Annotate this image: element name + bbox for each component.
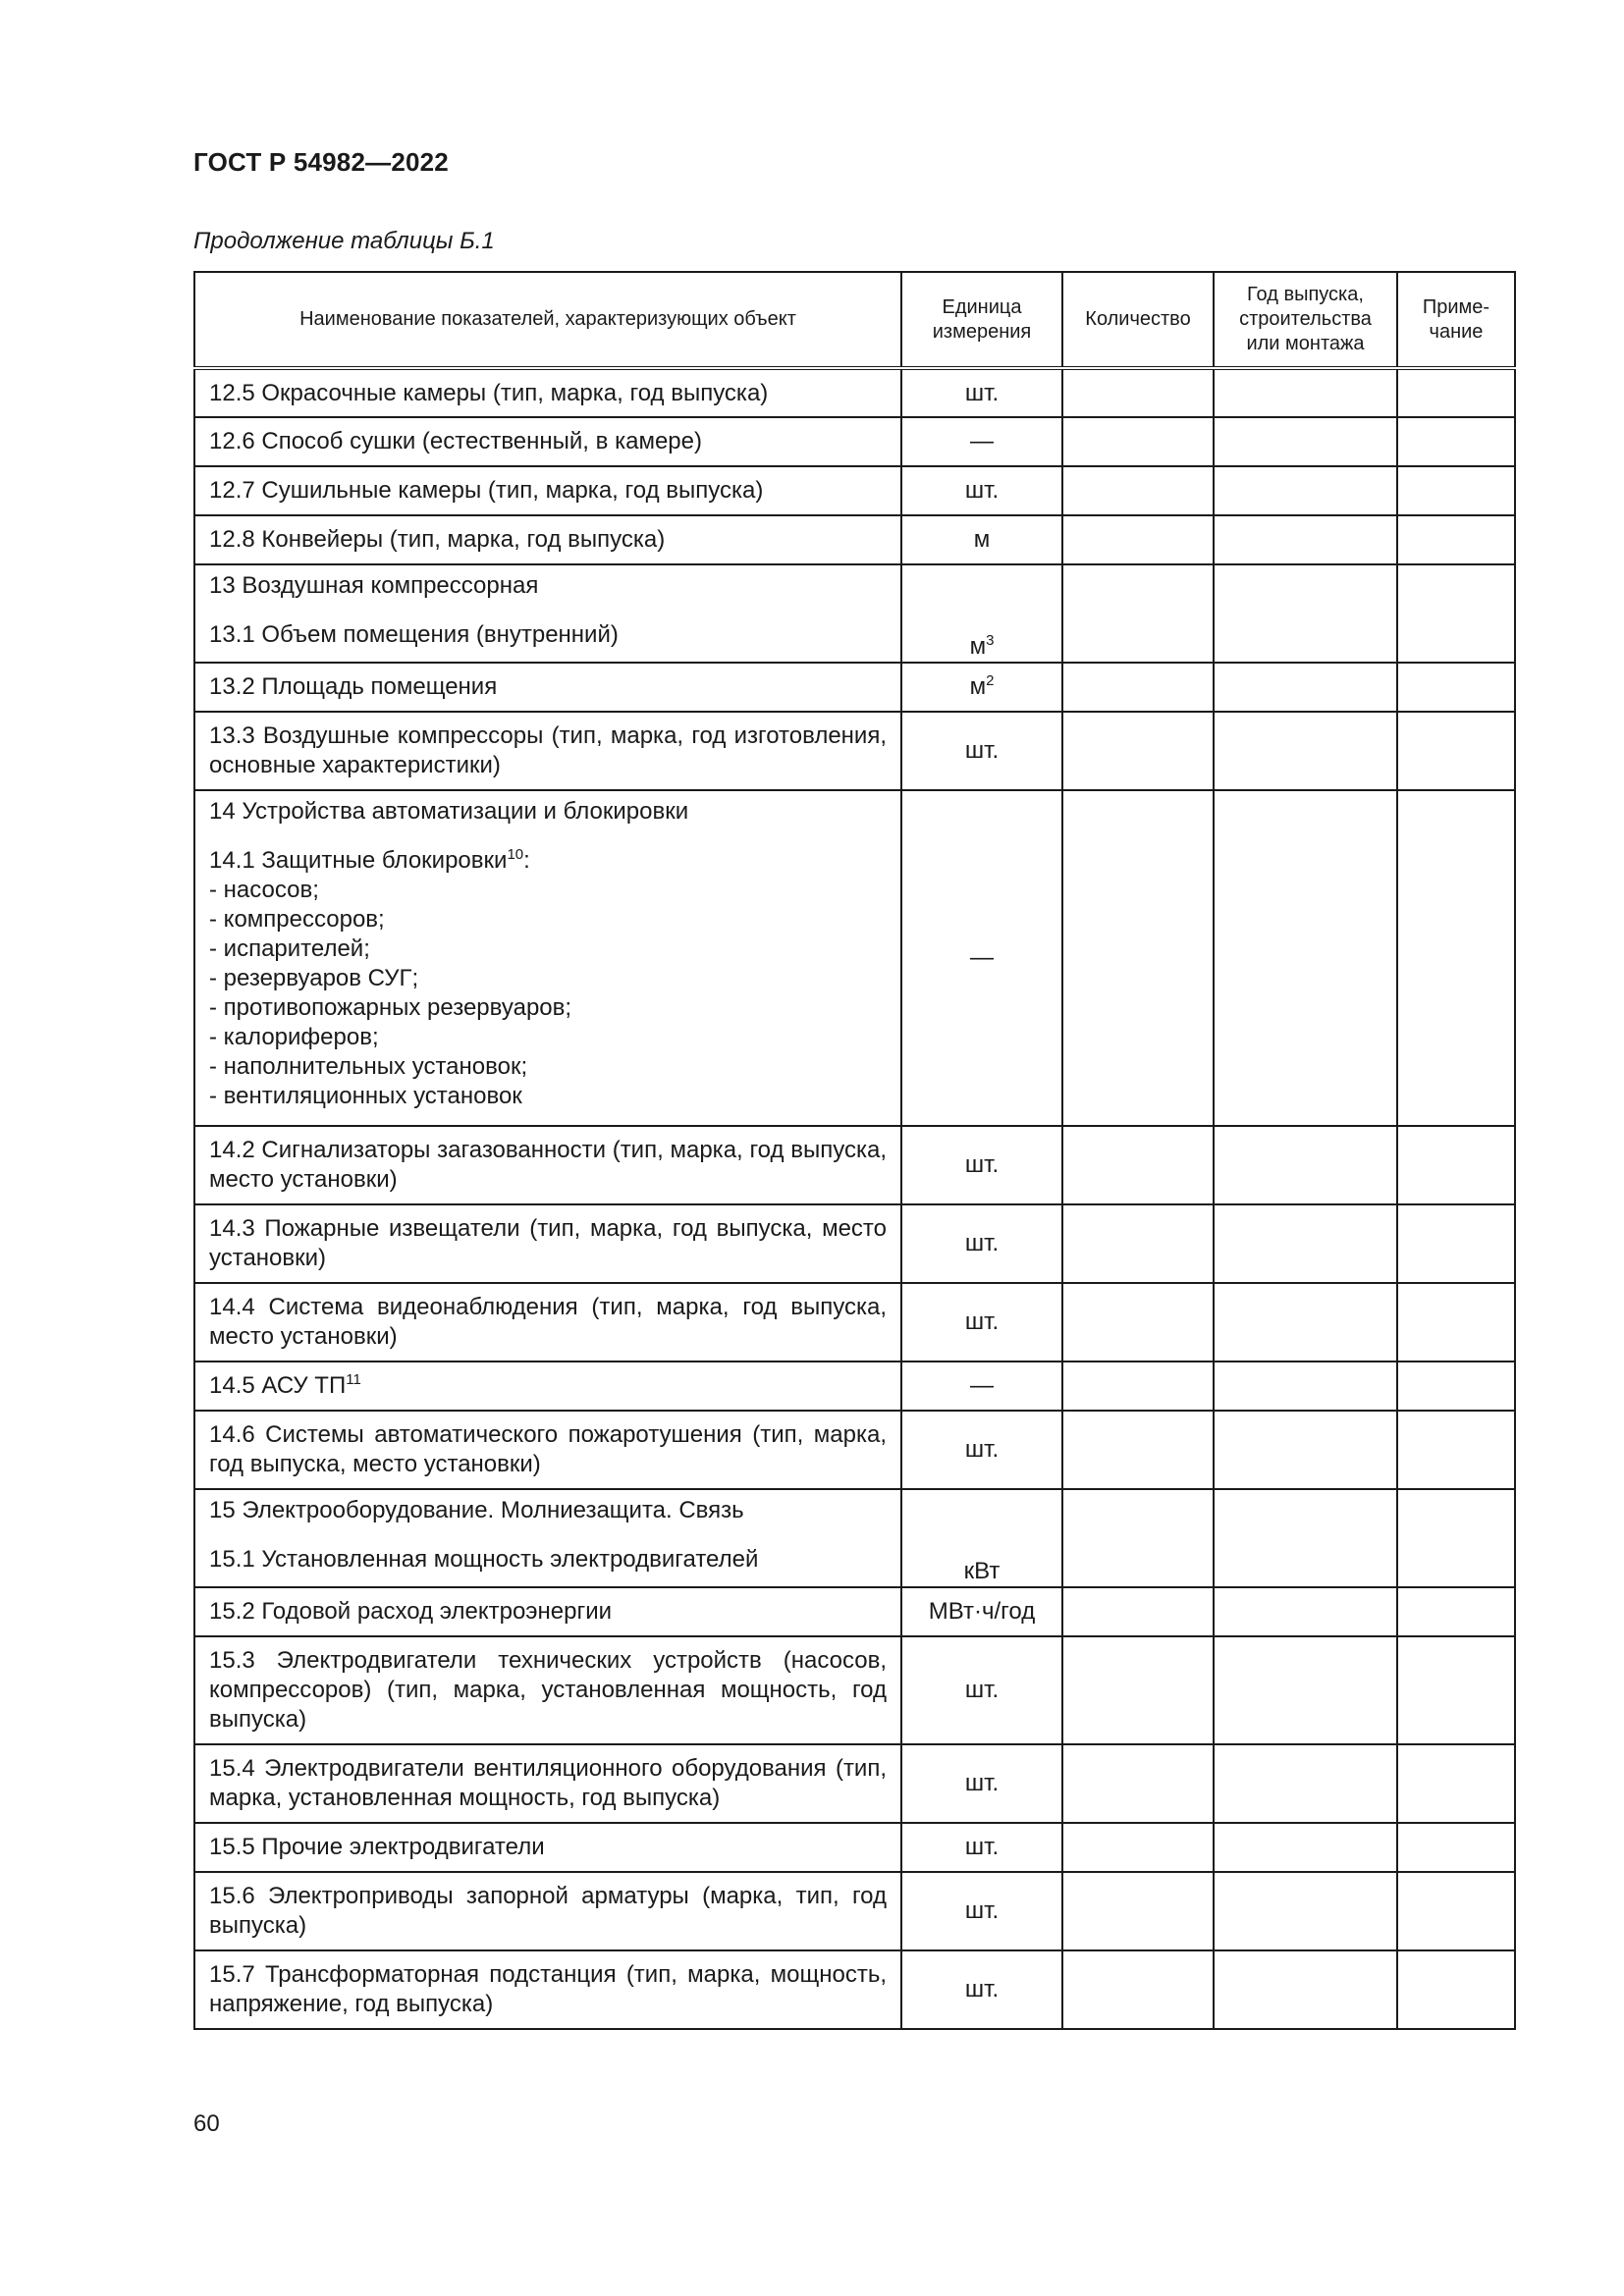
row-note-cell <box>1397 1362 1515 1411</box>
row-note-cell <box>1397 1411 1515 1489</box>
section-heading: 15 Электрооборудование. Молниезащита. Связь <box>209 1497 744 1523</box>
row-quantity-cell <box>1062 1587 1214 1636</box>
col-header-unit-line1: Единица <box>942 295 1022 318</box>
row-note-cell <box>1397 368 1515 417</box>
row-year-cell <box>1214 1872 1397 1950</box>
row-unit: кВт <box>901 1489 1062 1587</box>
page-number: 60 <box>193 2110 220 2137</box>
row-year-cell <box>1214 712 1397 790</box>
row-quantity-cell <box>1062 1872 1214 1950</box>
table-row <box>194 515 1515 564</box>
col-header-note <box>1397 272 1515 368</box>
row-note-cell <box>1397 1950 1515 2029</box>
row-year-cell <box>1214 466 1397 515</box>
table-row <box>194 1204 1515 1283</box>
row-quantity-cell <box>1062 1744 1214 1823</box>
row-name: 15.5 Прочие электродвигатели <box>194 1823 901 1872</box>
row-quantity-cell <box>1062 1283 1214 1362</box>
table-row <box>194 1126 1515 1204</box>
row-unit: шт. <box>901 1636 1062 1744</box>
row-year-cell <box>1214 1489 1397 1587</box>
row-year-cell <box>1214 564 1397 663</box>
row-name: 15.2 Годовой расход электроэнергии <box>194 1587 901 1636</box>
row-name: 15.7 Трансформаторная подстанция (тип, марка, мощность, напряжение, год выпуска) <box>194 1950 901 2029</box>
row-unit: шт. <box>901 466 1062 515</box>
col-header-note-line2: чание <box>1429 320 1484 343</box>
footnote-ref: 11 <box>346 1371 361 1388</box>
row-quantity-cell <box>1062 663 1214 712</box>
row-quantity-cell <box>1062 1636 1214 1744</box>
table-row <box>194 564 1515 663</box>
col-header-year <box>1214 272 1397 368</box>
document-code: ГОСТ Р 54982—2022 <box>193 147 449 177</box>
table-row <box>194 1362 1515 1411</box>
unit-text: м <box>969 633 987 660</box>
row-quantity-cell <box>1062 790 1214 1126</box>
row-unit: шт. <box>901 1872 1062 1950</box>
attributes-table <box>193 271 1516 2030</box>
footnote-ref: 10 <box>507 846 524 863</box>
row-note-cell <box>1397 466 1515 515</box>
row-unit: шт. <box>901 1283 1062 1362</box>
row-note-cell <box>1397 1126 1515 1204</box>
row-name <box>194 1489 901 1587</box>
table-row <box>194 1950 1515 2029</box>
table-row <box>194 1823 1515 1872</box>
row-quantity-cell <box>1062 466 1214 515</box>
row-year-cell <box>1214 790 1397 1126</box>
table-row <box>194 1744 1515 1823</box>
list-item: - наполнительных установок; <box>209 1052 887 1082</box>
unit-superscript: 2 <box>986 672 995 689</box>
row-year-cell <box>1214 1950 1397 2029</box>
table-row <box>194 663 1515 712</box>
list-item: - компрессоров; <box>209 905 887 934</box>
row-unit: шт. <box>901 1204 1062 1283</box>
row-unit: — <box>901 1362 1062 1411</box>
table-row <box>194 1587 1515 1636</box>
row-quantity-cell <box>1062 1489 1214 1587</box>
row-name: 15.3 Электродвигатели технических устройств (насосов, компрессоров) (тип, марка, установленная мощность, год выпуска) <box>194 1636 901 1744</box>
row-name: 14.2 Сигнализаторы загазованности (тип, марка, год выпуска, место установки) <box>194 1126 901 1204</box>
col-header-unit <box>901 272 1062 368</box>
name-text: 14.5 АСУ ТП <box>209 1372 347 1399</box>
row-unit: шт. <box>901 1411 1062 1489</box>
col-header-quantity: Количество <box>1062 272 1214 368</box>
col-header-name: Наименование показателей, характеризующих объект <box>194 272 901 368</box>
row-name: 15.4 Электродвигатели вентиляционного оборудования (тип, марка, установленная мощность, год выпуска) <box>194 1744 901 1823</box>
row-name <box>194 790 901 1126</box>
row-unit: шт. <box>901 1823 1062 1872</box>
row-note-cell <box>1397 1283 1515 1362</box>
row-unit <box>901 663 1062 712</box>
list-item: - вентиляционных установок <box>209 1082 887 1111</box>
row-name: 12.7 Сушильные камеры (тип, марка, год выпуска) <box>194 466 901 515</box>
row-subname <box>209 846 887 876</box>
row-quantity-cell <box>1062 1126 1214 1204</box>
row-subname: 13.1 Объем помещения (внутренний) <box>209 621 619 648</box>
row-note-cell <box>1397 1587 1515 1636</box>
bullet-list <box>209 876 887 1111</box>
table-row <box>194 1489 1515 1587</box>
col-header-year-line3: или монтажа <box>1246 333 1365 354</box>
col-header-year-line1: Год выпуска, <box>1247 284 1364 305</box>
row-note-cell <box>1397 564 1515 663</box>
table-row <box>194 417 1515 466</box>
row-unit: шт. <box>901 1950 1062 2029</box>
table-row <box>194 466 1515 515</box>
row-quantity-cell <box>1062 1950 1214 2029</box>
section-heading: 13 Воздушная компрессорная <box>209 572 539 599</box>
subname-text: 14.1 Защитные блокировки <box>209 847 508 874</box>
row-year-cell <box>1214 368 1397 417</box>
section-heading: 14 Устройства автоматизации и блокировки <box>209 798 689 825</box>
row-unit: шт. <box>901 1126 1062 1204</box>
subname-colon: : <box>523 847 530 874</box>
row-quantity-cell <box>1062 564 1214 663</box>
row-unit: — <box>901 417 1062 466</box>
row-year-cell <box>1214 1411 1397 1489</box>
row-quantity-cell <box>1062 1362 1214 1411</box>
table-row <box>194 1283 1515 1362</box>
row-name: 14.3 Пожарные извещатели (тип, марка, год выпуска, место установки) <box>194 1204 901 1283</box>
row-unit: МВт·ч/год <box>901 1587 1062 1636</box>
row-year-cell <box>1214 1362 1397 1411</box>
row-year-cell <box>1214 1587 1397 1636</box>
row-name: 13.3 Воздушные компрессоры (тип, марка, год изготовления, основные характеристики) <box>194 712 901 790</box>
table-row <box>194 712 1515 790</box>
row-unit: шт. <box>901 712 1062 790</box>
row-note-cell <box>1397 417 1515 466</box>
row-note-cell <box>1397 1204 1515 1283</box>
col-header-year-line2: строительства <box>1239 308 1372 330</box>
row-name: 15.6 Электроприводы запорной арматуры (марка, тип, год выпуска) <box>194 1872 901 1950</box>
row-name <box>194 564 901 663</box>
row-name: 14.4 Система видеонаблюдения (тип, марка, год выпуска, место установки) <box>194 1283 901 1362</box>
row-unit: — <box>901 790 1062 1126</box>
table-row <box>194 790 1515 1126</box>
list-item: - резервуаров СУГ; <box>209 964 887 993</box>
row-note-cell <box>1397 663 1515 712</box>
table-row <box>194 1872 1515 1950</box>
row-name: 12.6 Способ сушки (естественный, в камере) <box>194 417 901 466</box>
list-item: - испарителей; <box>209 934 887 964</box>
row-year-cell <box>1214 1744 1397 1823</box>
row-note-cell <box>1397 1636 1515 1744</box>
row-note-cell <box>1397 515 1515 564</box>
list-item: - насосов; <box>209 876 887 905</box>
unit-text: м <box>969 673 987 700</box>
row-name: 13.2 Площадь помещения <box>194 663 901 712</box>
row-year-cell <box>1214 1823 1397 1872</box>
table-row <box>194 368 1515 417</box>
row-quantity-cell <box>1062 515 1214 564</box>
row-year-cell <box>1214 1283 1397 1362</box>
row-quantity-cell <box>1062 368 1214 417</box>
row-unit: шт. <box>901 1744 1062 1823</box>
row-note-cell <box>1397 1823 1515 1872</box>
row-quantity-cell <box>1062 1204 1214 1283</box>
list-item: - калориферов; <box>209 1023 887 1052</box>
row-unit: м <box>901 515 1062 564</box>
col-header-note-line1: Приме- <box>1422 295 1490 318</box>
table-row <box>194 1411 1515 1489</box>
row-year-cell <box>1214 1636 1397 1744</box>
row-note-cell <box>1397 712 1515 790</box>
table-caption: Продолжение таблицы Б.1 <box>193 228 495 254</box>
row-year-cell <box>1214 515 1397 564</box>
row-note-cell <box>1397 1872 1515 1950</box>
row-note-cell <box>1397 1744 1515 1823</box>
row-year-cell <box>1214 1126 1397 1204</box>
col-header-unit-line2: измерения <box>932 320 1032 343</box>
row-unit <box>901 564 1062 663</box>
list-item: - противопожарных резервуаров; <box>209 993 887 1023</box>
row-note-cell <box>1397 1489 1515 1587</box>
row-name <box>194 1362 901 1411</box>
row-name: 14.6 Системы автоматического пожаротушения (тип, марка, год выпуска, место установки) <box>194 1411 901 1489</box>
row-subname: 15.1 Установленная мощность электродвигателей <box>209 1546 759 1573</box>
row-quantity-cell <box>1062 712 1214 790</box>
row-unit: шт. <box>901 368 1062 417</box>
row-quantity-cell <box>1062 1411 1214 1489</box>
row-quantity-cell <box>1062 417 1214 466</box>
row-note-cell <box>1397 790 1515 1126</box>
table-row <box>194 1636 1515 1744</box>
row-year-cell <box>1214 1204 1397 1283</box>
table-header-row <box>194 272 1515 368</box>
row-quantity-cell <box>1062 1823 1214 1872</box>
row-name: 12.8 Конвейеры (тип, марка, год выпуска) <box>194 515 901 564</box>
row-year-cell <box>1214 663 1397 712</box>
row-name: 12.5 Окрасочные камеры (тип, марка, год выпуска) <box>194 368 901 417</box>
unit-superscript: 3 <box>986 632 995 649</box>
row-year-cell <box>1214 417 1397 466</box>
